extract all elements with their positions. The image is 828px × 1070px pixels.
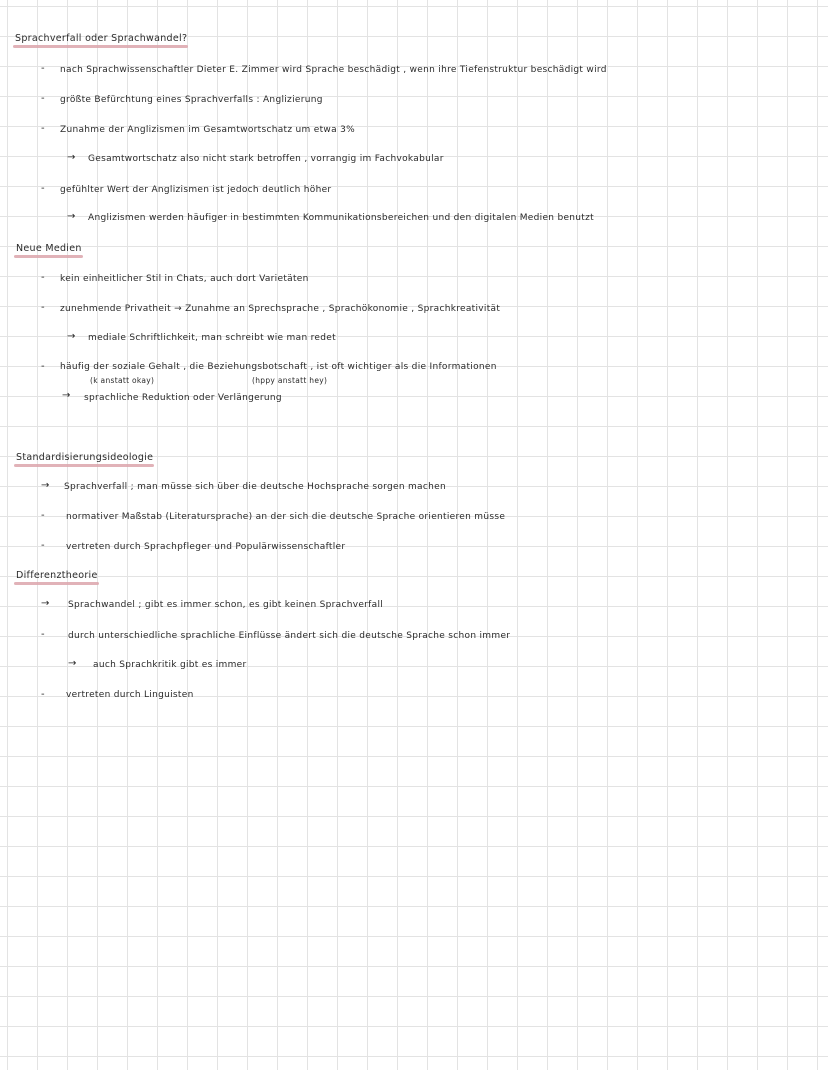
note-line: vertreten durch Sprachpfleger und Populärwissenschaftler (66, 542, 346, 552)
note-line: auch Sprachkritik gibt es immer (93, 660, 247, 670)
dash-bullet: - (41, 272, 45, 283)
note-line: vertreten durch Linguisten (66, 690, 194, 700)
dash-bullet: - (41, 689, 45, 700)
note-line: Sprachwandel ; gibt es immer schon, es gibt keinen Sprachverfall (68, 600, 384, 610)
dash-bullet: - (41, 183, 45, 194)
section-title-differenztheorie: Differenztheorie (16, 570, 98, 581)
arrow-bullet: → (41, 598, 50, 609)
section-title-neue-medien: Neue Medien (16, 243, 82, 254)
dash-bullet: - (41, 510, 45, 521)
dash-bullet: - (41, 302, 45, 313)
note-line: nach Sprachwissenschaftler Dieter E. Zimmer wird Sprache beschädigt , wenn ihre Tiefenstruktur beschädigt wird (60, 65, 607, 75)
note-line: Anglizismen werden häufiger in bestimmten Kommunikationsbereichen und den digitalen Medien benutzt (88, 213, 594, 223)
section-title-standardisierungsideologie: Standardisierungsideologie (16, 452, 154, 463)
note-line: gefühlter Wert der Anglizismen ist jedoch deutlich höher (60, 185, 332, 195)
dash-bullet: - (41, 123, 45, 134)
note-line: durch unterschiedliche sprachliche Einflüsse ändert sich die deutsche Sprache schon immer (68, 631, 511, 641)
note-line: kein einheitlicher Stil in Chats, auch dort Varietäten (60, 274, 309, 284)
note-line: Sprachverfall ; man müsse sich über die deutsche Hochsprache sorgen machen (64, 482, 446, 492)
note-example: (k anstatt okay) (90, 376, 155, 385)
note-line: sprachliche Reduktion oder Verlängerung (84, 393, 282, 403)
dash-bullet: - (41, 361, 45, 372)
dash-bullet: - (41, 93, 45, 104)
arrow-bullet: → (67, 211, 76, 222)
note-line: größte Befürchtung eines Sprachverfalls : Anglizierung (60, 95, 323, 105)
note-line: Zunahme der Anglizismen im Gesamtwortschatz um etwa 3% (60, 125, 355, 135)
arrow-bullet: → (62, 390, 71, 401)
arrow-bullet: → (67, 152, 76, 163)
note-example: (hppy anstatt hey) (252, 376, 328, 385)
dash-bullet: - (41, 63, 45, 74)
note-line: normativer Maßstab (Literatursprache) an der sich die deutsche Sprache orientieren müsse (66, 512, 506, 522)
dash-bullet: - (41, 540, 45, 551)
arrow-bullet: → (68, 658, 77, 669)
arrow-bullet: → (67, 331, 76, 342)
note-line: häufig der soziale Gehalt , die Beziehungsbotschaft , ist oft wichtiger als die Informationen (60, 362, 497, 372)
note-line: Gesamtwortschatz also nicht stark betroffen , vorrangig im Fachvokabular (88, 154, 444, 164)
note-line: mediale Schriftlichkeit, man schreibt wie man redet (88, 333, 336, 343)
note-line: zunehmende Privatheit → Zunahme an Sprechsprache , Sprachökonomie , Sprachkreativität (60, 304, 501, 314)
section-title-sprachverfall: Sprachverfall oder Sprachwandel? (15, 33, 188, 44)
arrow-bullet: → (41, 480, 50, 491)
dash-bullet: - (41, 629, 45, 640)
